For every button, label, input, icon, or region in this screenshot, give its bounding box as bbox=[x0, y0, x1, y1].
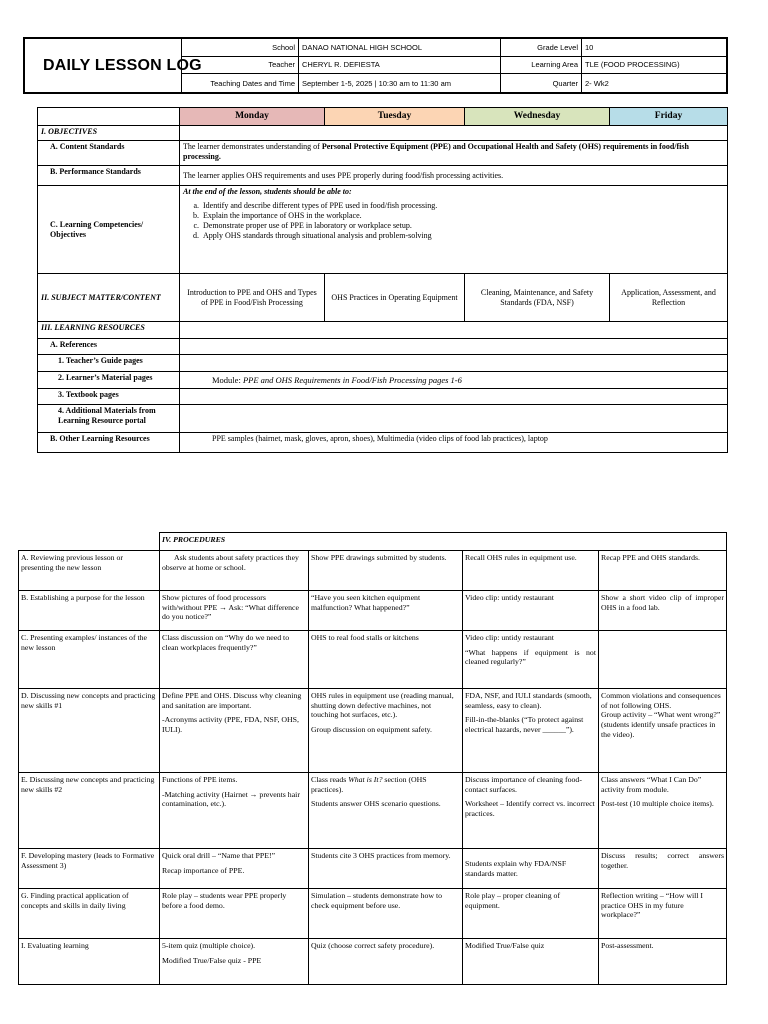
procedure-g-wednesday: Role play – proper cleaning of equipment. bbox=[463, 889, 599, 939]
procedure-a-label: A. Reviewing previous lesson or presenting the new lesson bbox=[19, 551, 160, 591]
additional-materials-label: 4. Additional Materials from Learning Resource portal bbox=[38, 405, 180, 433]
header-info-grid bbox=[182, 39, 726, 92]
procedure-e-monday: Functions of PPE items. -Matching activity (Hairnet → prevents hair contamination, etc.). bbox=[160, 773, 309, 849]
teaching-dates-label: Teaching Dates and Time bbox=[182, 74, 299, 92]
learning-resources-heading: III. LEARNING RESOURCES bbox=[38, 322, 180, 339]
document-title: DAILY LESSON LOG bbox=[43, 56, 202, 74]
objectives-table bbox=[37, 107, 728, 453]
procedure-c-label: C. Presenting examples/ instances of the new lesson bbox=[19, 631, 160, 689]
procedure-d-label: D. Discussing new concepts and practicing new skills #1 bbox=[19, 689, 160, 773]
school-label: School bbox=[182, 39, 299, 57]
procedure-c-monday: Class discussion on “Why do we need to clean workplaces frequently?” bbox=[160, 631, 309, 689]
procedure-d-friday: Common violations and consequences of not following OHS. Group activity – “What went wrong?” (students identify unsafe practices in the video). bbox=[599, 689, 727, 773]
content-standards-value: The learner demonstrates understanding of Personal Protective Equipment (PPE) and Occupational Health and Safety (OHS) requirements in food/fish processing. bbox=[180, 141, 728, 166]
learners-material-value: Module: PPE and OHS Requirements in Food/Fish Processing pages 1-6 bbox=[180, 372, 728, 389]
header-box bbox=[23, 37, 728, 94]
procedure-c-wednesday: Video clip: untidy restaurant “What happens if equipment is not cleaned regularly?” bbox=[463, 631, 599, 689]
quarter-label: Quarter bbox=[501, 74, 582, 92]
procedure-i-wednesday: Modified True/False quiz bbox=[463, 939, 599, 985]
subject-monday: Introduction to PPE and OHS and Types of PPE in Food/Fish Processing bbox=[180, 274, 325, 322]
references-label: A. References bbox=[38, 339, 180, 355]
other-resources-label: B. Other Learning Resources bbox=[38, 433, 180, 453]
performance-standards-label: B. Performance Standards bbox=[38, 166, 180, 186]
procedure-b-tuesday: “Have you seen kitchen equipment malfunction? What happened?” bbox=[309, 591, 463, 631]
procedure-f-friday: Discuss results; correct answers together. bbox=[599, 849, 727, 889]
procedure-d-monday: Define PPE and OHS. Discuss why cleaning and sanitation are important. -Acronyms activity (PPE, FDA, NSF, OHS, IULI). bbox=[160, 689, 309, 773]
procedures-heading: IV. PROCEDURES bbox=[160, 533, 727, 551]
procedure-g-friday: Reflection writing – “How will I practice OHS in my future workplace?” bbox=[599, 889, 727, 939]
procedure-c-friday bbox=[599, 631, 727, 689]
competency-item: a. Identify and describe different types of PPE used in food/fish processing. bbox=[201, 201, 724, 211]
procedure-f-monday: Quick oral drill – “Name that PPE!” Recap importance of PPE. bbox=[160, 849, 309, 889]
procedure-c-tuesday: OHS to real food stalls or kitchens bbox=[309, 631, 463, 689]
procedure-e-wednesday: Discuss importance of cleaning food-contact surfaces. Worksheet – Identify correct vs. incorrect practices. bbox=[463, 773, 599, 849]
teacher-label: Teacher bbox=[182, 57, 299, 75]
procedure-g-monday: Role play – students wear PPE properly before a food demo. bbox=[160, 889, 309, 939]
procedure-f-label: F. Developing mastery (leads to Formative Assessment 3) bbox=[19, 849, 160, 889]
procedure-a-tuesday: Show PPE drawings submitted by students. bbox=[309, 551, 463, 591]
grade-level-label: Grade Level bbox=[501, 39, 582, 57]
procedure-b-wednesday: Video clip: untidy restaurant bbox=[463, 591, 599, 631]
procedure-g-label: G. Finding practical application of concepts and skills in daily living bbox=[19, 889, 160, 939]
subject-tuesday: OHS Practices in Operating Equipment bbox=[325, 274, 465, 322]
procedure-a-friday: Recap PPE and OHS standards. bbox=[599, 551, 727, 591]
procedure-b-friday: Show a short video clip of improper OHS in a food lab. bbox=[599, 591, 727, 631]
procedure-d-tuesday: OHS rules in equipment use (reading manual, shutting down defective machines, not touching hot surfaces, etc.). Group discussion on equipment safety. bbox=[309, 689, 463, 773]
day-header-tuesday: Tuesday bbox=[325, 108, 465, 126]
procedure-e-tuesday: Class reads What is It? section (OHS practices). Students answer OHS scenario questions. bbox=[309, 773, 463, 849]
day-header-monday: Monday bbox=[180, 108, 325, 126]
quarter-value: 2- Wk2 bbox=[585, 78, 609, 88]
learning-area-value: TLE (FOOD PROCESSING) bbox=[582, 57, 726, 75]
day-header-wednesday: Wednesday bbox=[465, 108, 610, 126]
procedure-e-label: E. Discussing new concepts and practicing new skills #2 bbox=[19, 773, 160, 849]
procedures-table bbox=[18, 532, 727, 985]
competencies-intro: At the end of the lesson, students should be able to: bbox=[183, 187, 352, 196]
procedure-b-monday: Show pictures of food processors with/without PPE → Ask: “What difference do you notice?” bbox=[160, 591, 309, 631]
competency-item: c. Demonstrate proper use of PPE in laboratory or workplace setup. bbox=[201, 221, 724, 231]
procedure-f-tuesday: Students cite 3 OHS practices from memory. bbox=[309, 849, 463, 889]
performance-standards-value: The learner applies OHS requirements and uses PPE properly during food/fish processing activities. bbox=[180, 166, 728, 186]
procedure-b-label: B. Establishing a purpose for the lesson bbox=[19, 591, 160, 631]
procedure-a-wednesday: Recall OHS rules in equipment use. bbox=[463, 551, 599, 591]
competency-item: d. Apply OHS standards through situational analysis and problem-solving bbox=[201, 231, 724, 241]
procedure-i-tuesday: Quiz (choose correct safety procedure). bbox=[309, 939, 463, 985]
day-header-blank bbox=[38, 108, 180, 126]
teaching-dates-value: September 1-5, 2025 | 10:30 am to 11:30 am bbox=[299, 74, 501, 92]
procedure-a-monday: Ask students about safety practices they observe at home or school. bbox=[160, 551, 309, 591]
objectives-heading: I. OBJECTIVES bbox=[38, 126, 180, 141]
procedure-i-label: I. Evaluating learning bbox=[19, 939, 160, 985]
header-title-area bbox=[25, 39, 202, 92]
subject-wednesday: Cleaning, Maintenance, and Safety Standards (FDA, NSF) bbox=[465, 274, 610, 322]
competency-item: b. Explain the importance of OHS in the workplace. bbox=[201, 211, 724, 221]
procedure-i-monday: 5-item quiz (multiple choice). Modified True/False quiz - PPE bbox=[160, 939, 309, 985]
school-value: DANAO NATIONAL HIGH SCHOOL bbox=[299, 39, 501, 57]
subject-matter-heading: II. SUBJECT MATTER/CONTENT bbox=[38, 274, 180, 322]
competencies-value bbox=[180, 186, 728, 274]
procedure-d-wednesday: FDA, NSF, and IULI standards (smooth, seamless, easy to clean). Fill-in-the-blanks (“To protect against electrical hazards, never ______”). bbox=[463, 689, 599, 773]
grade-level-value: 10 bbox=[582, 39, 726, 57]
subject-friday: Application, Assessment, and Reflection bbox=[610, 274, 728, 322]
learning-area-label: Learning Area bbox=[501, 57, 582, 75]
content-standards-label: A. Content Standards bbox=[38, 141, 180, 166]
procedure-i-friday: Post-assessment. bbox=[599, 939, 727, 985]
day-header-friday: Friday bbox=[610, 108, 728, 126]
other-resources-value: PPE samples (hairnet, mask, gloves, apron, shoes), Multimedia (video clips of food lab practices), laptop bbox=[180, 433, 728, 453]
teachers-guide-label: 1. Teacher’s Guide pages bbox=[38, 355, 180, 372]
procedure-e-friday: Class answers “What I Can Do” activity from module. Post-test (10 multiple choice items). bbox=[599, 773, 727, 849]
teacher-value: CHERYL R. DEFIESTA bbox=[299, 57, 501, 75]
competencies-list bbox=[201, 201, 724, 241]
procedure-f-wednesday: Students explain why FDA/NSF standards matter. bbox=[463, 849, 599, 889]
textbook-label: 3. Textbook pages bbox=[38, 389, 180, 405]
procedure-g-tuesday: Simulation – students demonstrate how to check equipment before use. bbox=[309, 889, 463, 939]
competencies-label: C. Learning Competencies/ Objectives bbox=[38, 186, 180, 274]
learners-material-label: 2. Learner’s Material pages bbox=[38, 372, 180, 389]
